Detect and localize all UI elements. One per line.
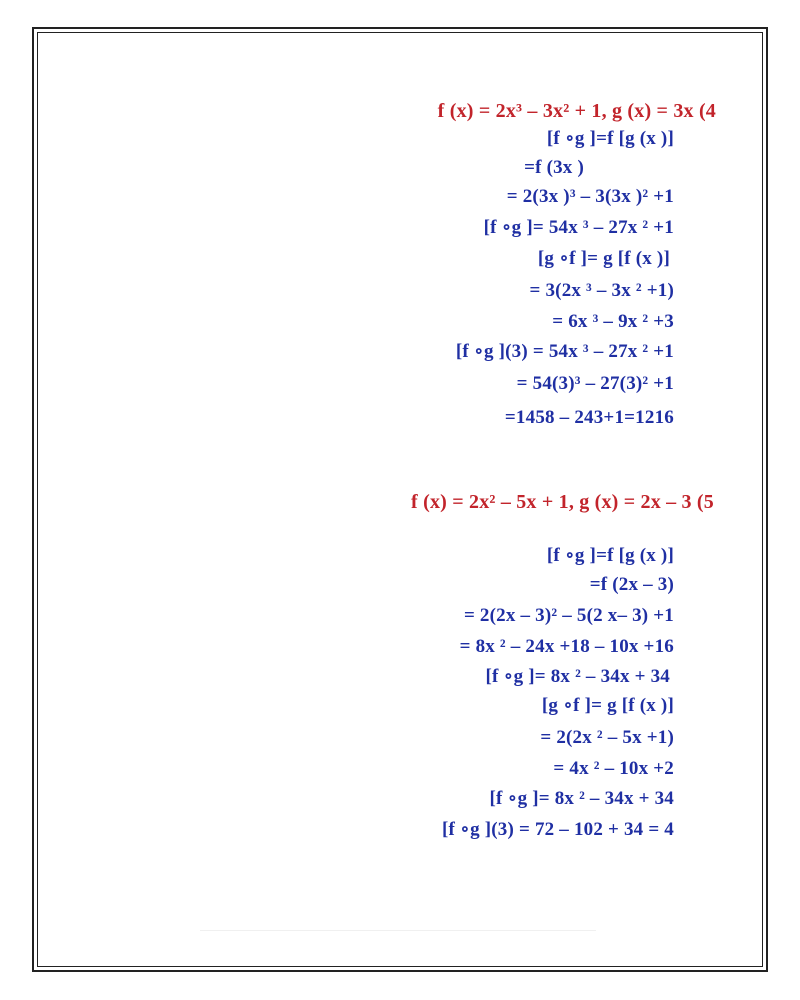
problem-4-step: = 2(3x )³ – 3(3x )² +1 bbox=[506, 186, 674, 207]
problem-5-title: f (x) = 2x² – 5x + 1, g (x) = 2x – 3 (5 bbox=[411, 491, 714, 513]
problem-5-step: = 2(2x ² – 5x +1) bbox=[540, 727, 674, 748]
problem-4-step: = 54(3)³ – 27(3)² +1 bbox=[516, 373, 674, 394]
problem-5-step: [f ∘g ]= 8x ² – 34x + 34 bbox=[489, 788, 674, 809]
problem-4-step: [f ∘g ]=f [g (x )] bbox=[546, 128, 674, 149]
problem-4-step: = 3(2x ³ – 3x ² +1) bbox=[529, 280, 674, 301]
problem-5-step: =f (2x – 3) bbox=[589, 574, 674, 595]
problem-4-step: =1458 – 243+1=1216 bbox=[504, 407, 674, 428]
problem-5-step: [f ∘g ]= 8x ² – 34x + 34 bbox=[485, 666, 670, 687]
footer-strip bbox=[200, 930, 596, 961]
problem-5-step: [g ∘f ]= g [f (x )] bbox=[541, 695, 674, 716]
problem-5-step: = 2(2x – 3)² – 5(2 x– 3) +1 bbox=[463, 605, 674, 626]
problem-5-step: [f ∘g ]=f [g (x )] bbox=[546, 545, 674, 566]
problem-4-title: f (x) = 2x³ – 3x² + 1, g (x) = 3x (4 bbox=[437, 100, 716, 122]
problem-4-step: =f (3x ) bbox=[524, 157, 584, 178]
problem-4-step: [f ∘g ](3) = 54x ³ – 27x ² +1 bbox=[455, 341, 674, 362]
problem-5-step: = 8x ² – 24x +18 – 10x +16 bbox=[459, 636, 674, 657]
problem-5-step: = 4x ² – 10x +2 bbox=[553, 758, 674, 779]
problem-5-step: [f ∘g ](3) = 72 – 102 + 34 = 4 bbox=[442, 819, 674, 840]
problem-4-step: [g ∘f ]= g [f (x )] bbox=[537, 248, 670, 269]
problem-4-step: = 6x ³ – 9x ² +3 bbox=[552, 311, 674, 332]
problem-4-step: [f ∘g ]= 54x ³ – 27x ² +1 bbox=[483, 217, 674, 238]
